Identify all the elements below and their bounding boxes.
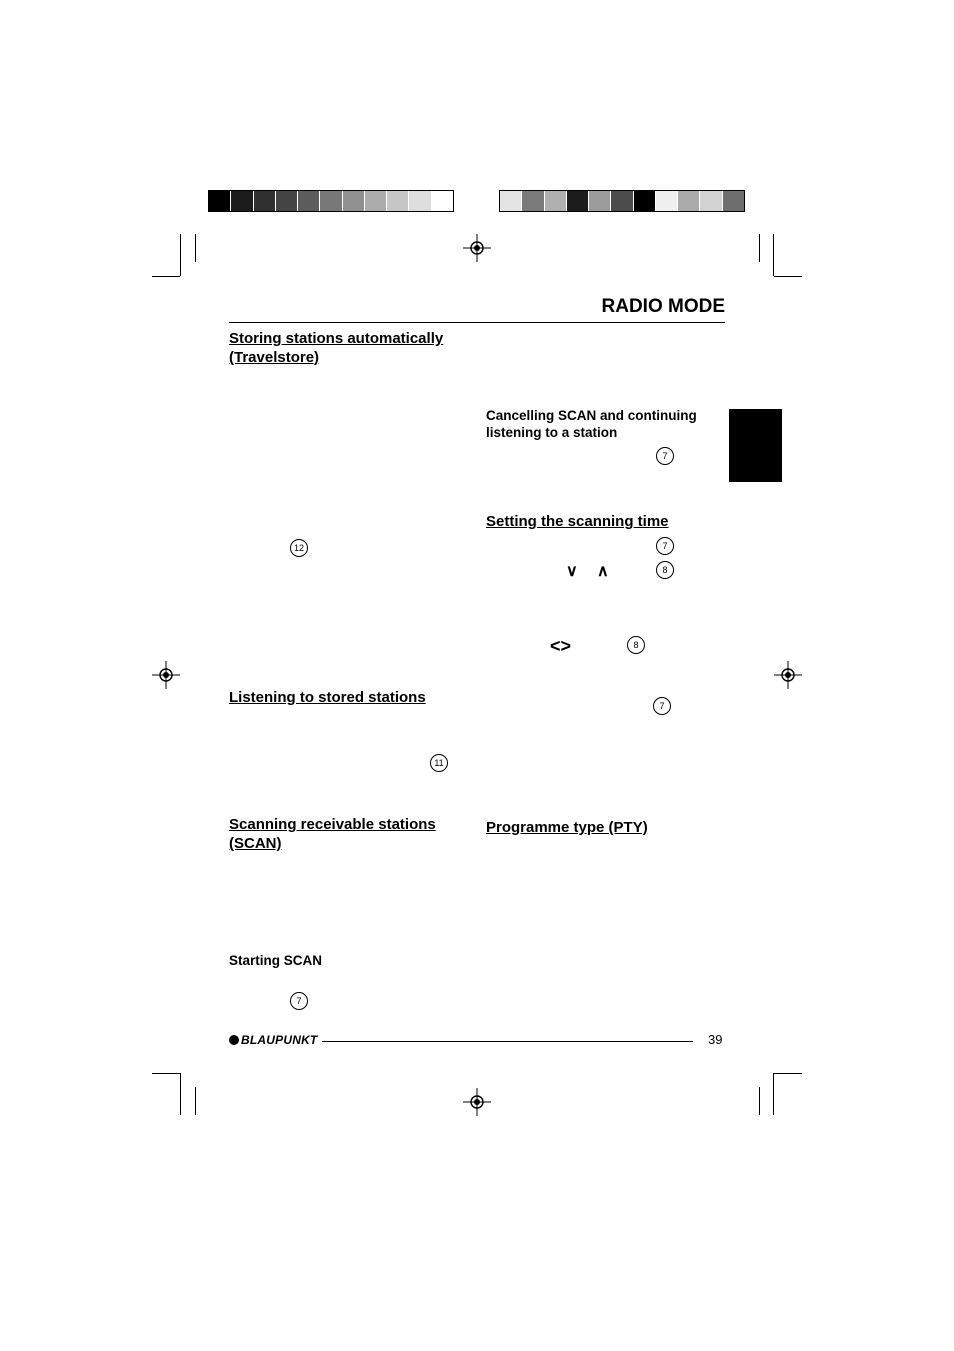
- heading-scan: Scanning receivable stations (SCAN): [229, 816, 436, 852]
- grayscale-left-swatch: [365, 191, 387, 211]
- grayscale-bar-right: [499, 190, 745, 212]
- grayscale-right-swatch: [522, 191, 544, 211]
- registration-mark-left-icon: [152, 661, 180, 689]
- heading-listening-stored: Listening to stored stations: [229, 689, 426, 706]
- brand-dot-icon: [229, 1035, 239, 1045]
- left-right-arrow-icon: <>: [550, 636, 572, 656]
- subheading-cancel-scan: Cancelling SCAN and continuing listening to a station: [486, 408, 697, 440]
- page-title: RADIO MODE: [601, 296, 725, 317]
- grayscale-left-swatch: [298, 191, 320, 211]
- button-ref-7-confirm: 7: [653, 697, 671, 715]
- heading-pty: Programme type (PTY): [486, 819, 648, 836]
- page-number: 39: [708, 1032, 723, 1047]
- grayscale-left-swatch: [276, 191, 298, 211]
- grayscale-right-swatch: [700, 191, 722, 211]
- button-ref-7-time: 7: [656, 537, 674, 555]
- grayscale-left-swatch: [409, 191, 431, 211]
- grayscale-right-swatch: [611, 191, 633, 211]
- subheading-starting-scan: Starting SCAN: [229, 953, 323, 968]
- grayscale-right-swatch: [567, 191, 589, 211]
- button-ref-8-leftright: 8: [627, 636, 645, 654]
- button-ref-8-updown: 8: [656, 561, 674, 579]
- grayscale-left-swatch: [343, 191, 365, 211]
- grayscale-right-swatch: [545, 191, 567, 211]
- heading-scanning-time: Setting the scanning time: [486, 513, 669, 530]
- grayscale-left-swatch: [254, 191, 276, 211]
- brand-name: BLAUPUNKT: [241, 1033, 318, 1047]
- button-ref-7-cancel: 7: [656, 447, 674, 465]
- grayscale-right-swatch: [656, 191, 678, 211]
- grayscale-right-swatch: [589, 191, 611, 211]
- button-ref-12: 12: [290, 539, 308, 557]
- button-ref-7-start: 7: [290, 992, 308, 1010]
- grayscale-right-swatch: [723, 191, 744, 211]
- section-tab: [729, 409, 782, 482]
- grayscale-right-swatch: [634, 191, 656, 211]
- registration-mark-top-icon: [463, 234, 491, 262]
- grayscale-bar-left: [208, 190, 454, 212]
- grayscale-left-swatch: [320, 191, 342, 211]
- footer-rule: [322, 1041, 693, 1042]
- grayscale-left-swatch: [209, 191, 231, 211]
- header-rule: [229, 322, 725, 323]
- heading-travelstore: Storing stations automatically (Travelstore): [229, 330, 444, 366]
- grayscale-left-swatch: [387, 191, 409, 211]
- brand-logo: [229, 1033, 317, 1047]
- registration-mark-right-icon: [774, 661, 802, 689]
- grayscale-left-swatch: [432, 191, 453, 211]
- up-arrow-icon: ∧: [597, 563, 609, 580]
- registration-mark-bottom-icon: [463, 1088, 491, 1116]
- down-arrow-icon: ∨: [566, 563, 578, 580]
- grayscale-right-swatch: [500, 191, 522, 211]
- grayscale-left-swatch: [231, 191, 253, 211]
- button-ref-11: 11: [430, 754, 448, 772]
- grayscale-right-swatch: [678, 191, 700, 211]
